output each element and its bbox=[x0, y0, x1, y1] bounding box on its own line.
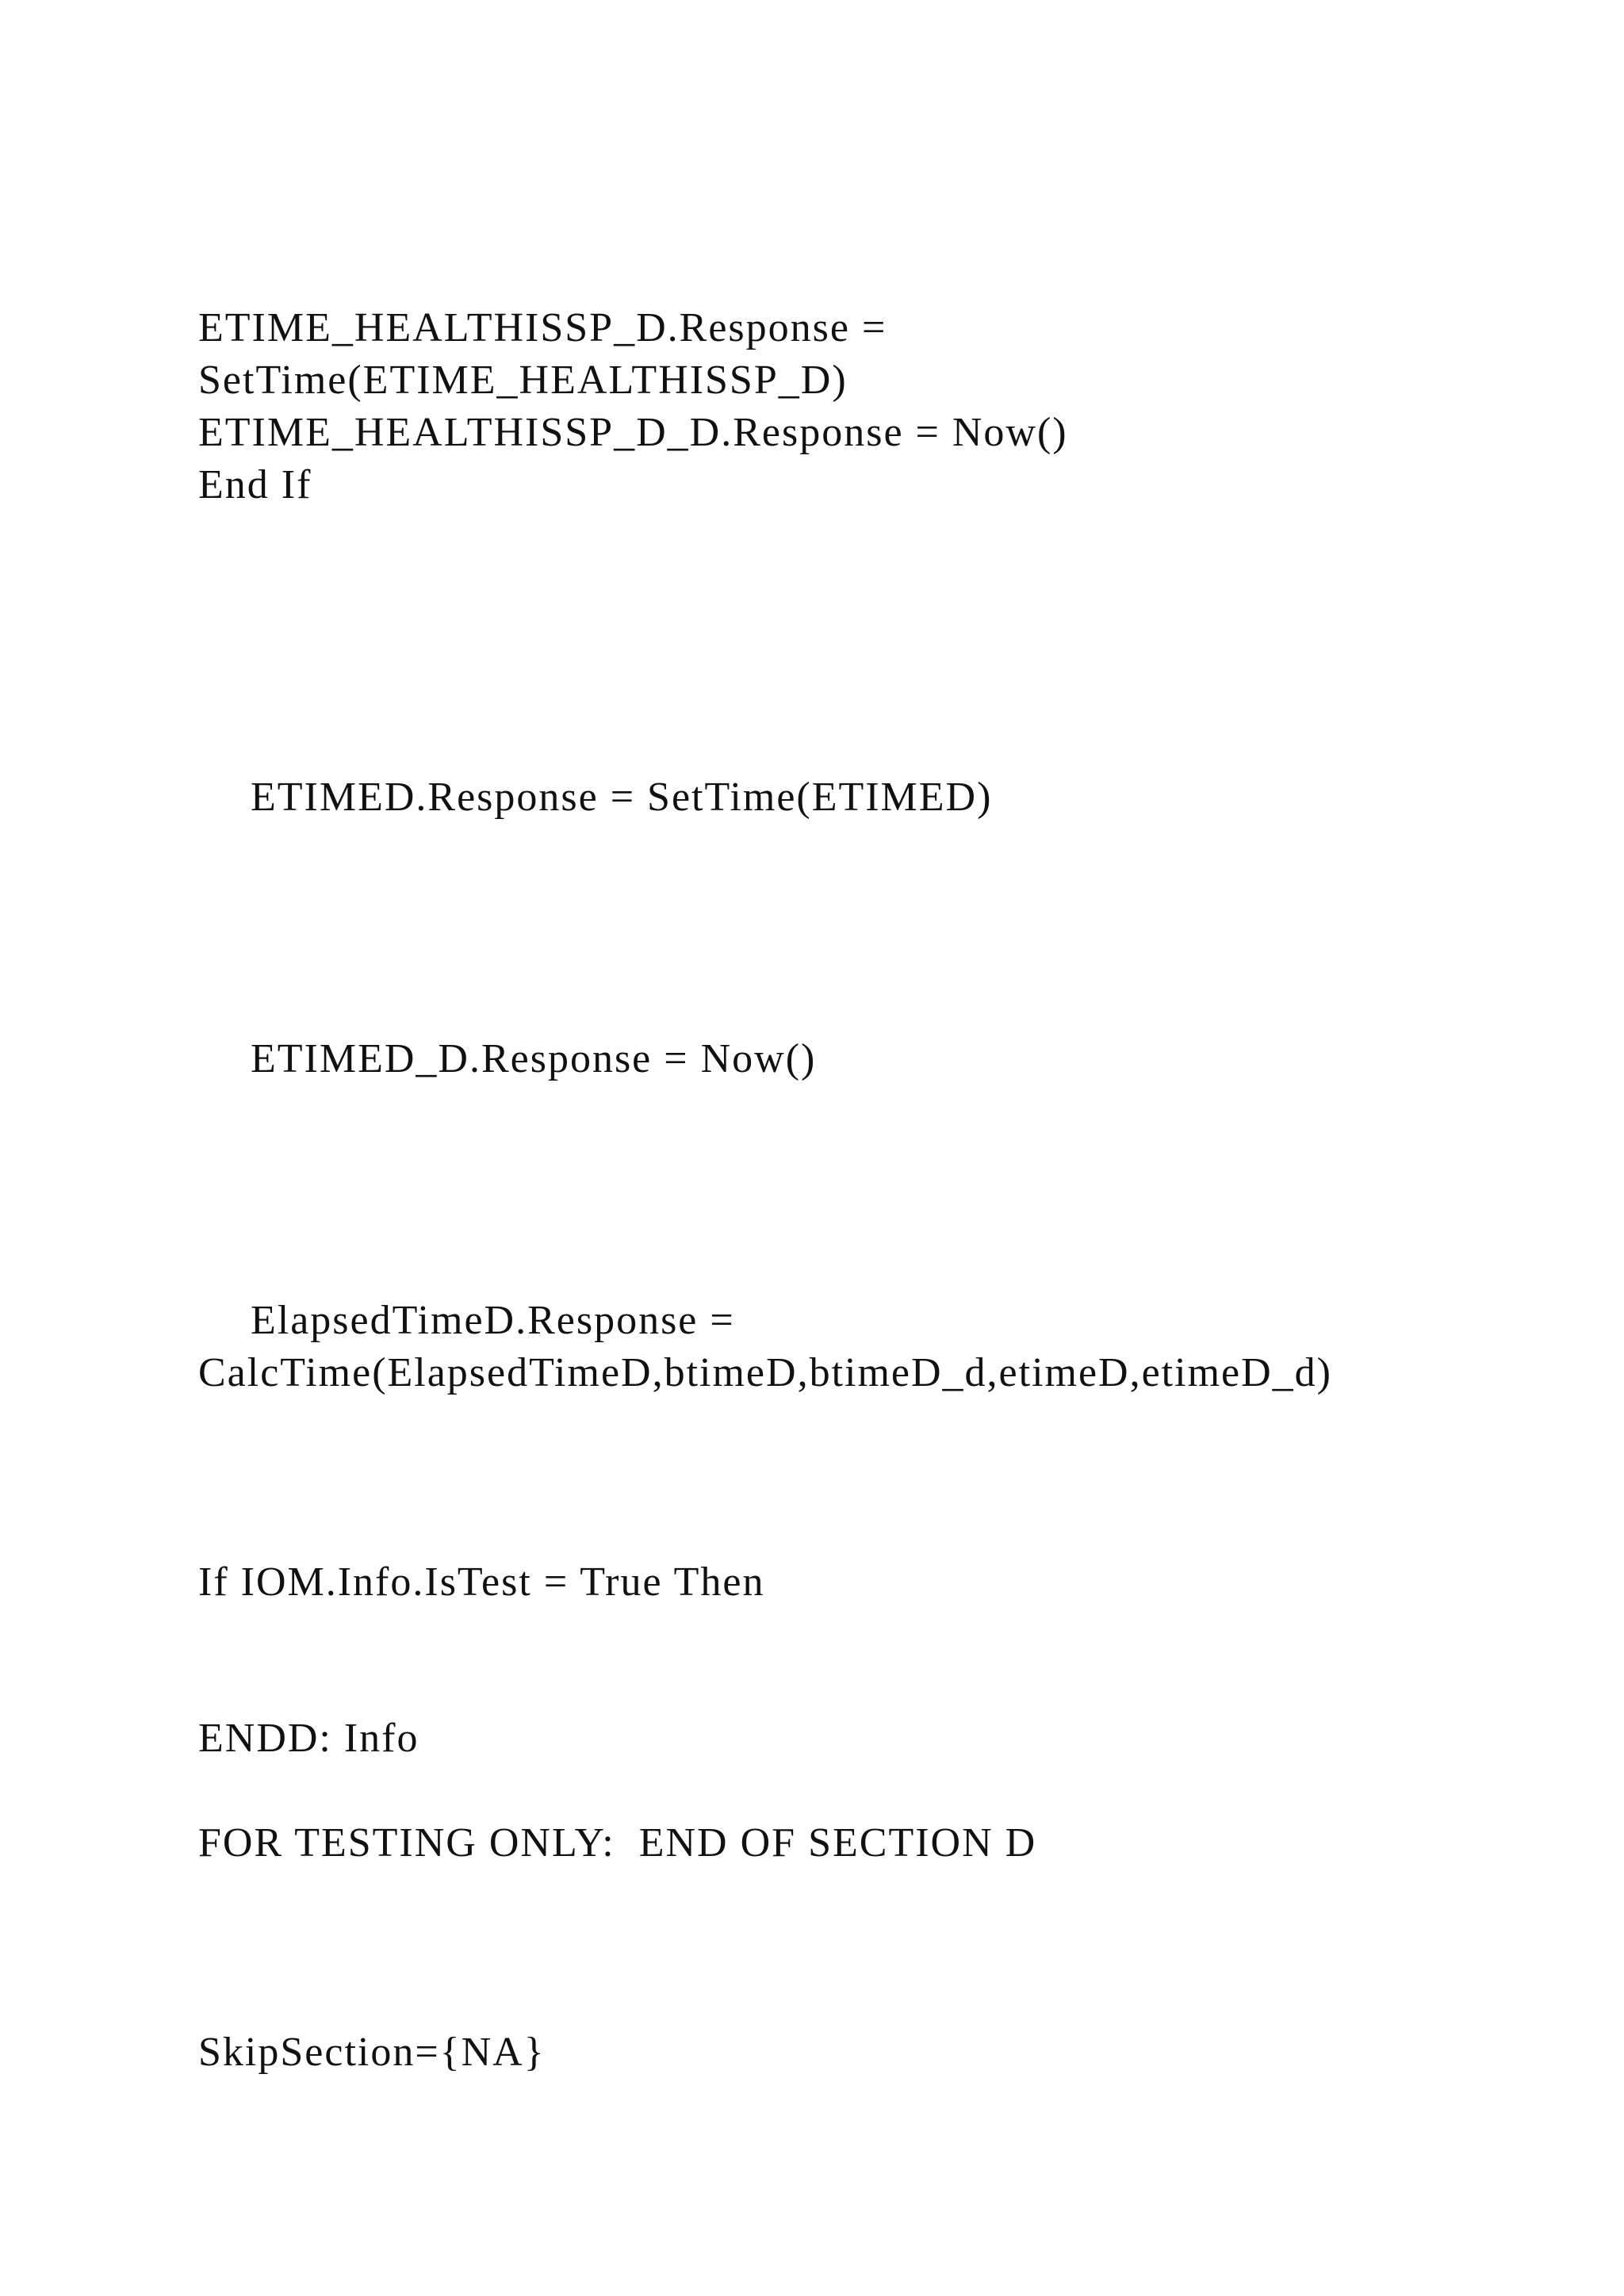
code-line-3: ETIME_HEALTHISSP_D_D.Response = Now() bbox=[198, 410, 1068, 455]
code-line-8: CalcTime(ElapsedTimeD,btimeD,btimeD_d,etimeD,etimeD_d) bbox=[198, 1350, 1332, 1395]
code-line-10: ENDD: Info bbox=[198, 1716, 419, 1761]
code-line-7: ElapsedTimeD.Response = bbox=[251, 1298, 735, 1343]
code-line-6: ETIMED_D.Response = Now() bbox=[251, 1036, 817, 1081]
code-line-1: ETIME_HEALTHISSP_D.Response = bbox=[198, 305, 887, 350]
code-line-2: SetTime(ETIME_HEALTHISSP_D) bbox=[198, 358, 848, 403]
code-line-11: FOR TESTING ONLY: END OF SECTION D bbox=[198, 1820, 1037, 1866]
code-line-4: End If bbox=[198, 462, 312, 507]
code-line-12: SkipSection={NA} bbox=[198, 2030, 546, 2075]
code-line-9: If IOM.Info.IsTest = True Then bbox=[198, 1559, 765, 1605]
code-line-5: ETIMED.Response = SetTime(ETIMED) bbox=[251, 775, 993, 820]
